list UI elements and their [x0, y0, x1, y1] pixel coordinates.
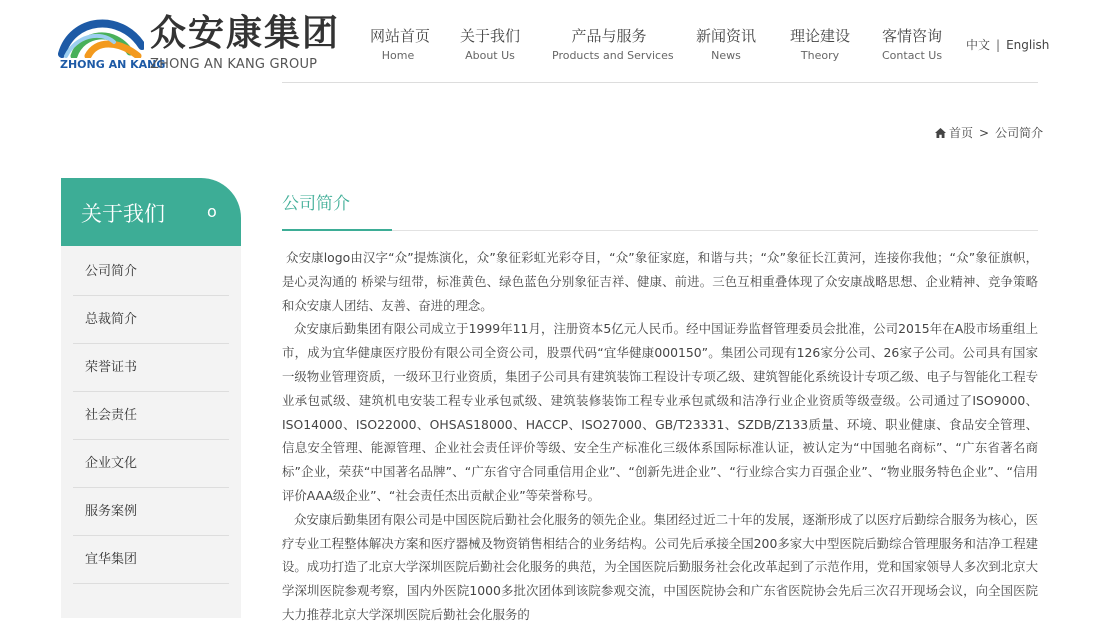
nav-item-about[interactable]: [460, 26, 520, 64]
sidebar-item-culture[interactable]: 企业文化: [73, 440, 229, 488]
nav-label-cn: 关于我们: [460, 27, 521, 45]
nav-label-en: About Us: [465, 49, 515, 62]
nav-item-news[interactable]: [696, 26, 756, 64]
breadcrumb-home-link[interactable]: 首页: [949, 126, 974, 140]
header-divider: [282, 82, 1038, 83]
nav-item-products[interactable]: [552, 26, 674, 64]
article-paragraph: 众安康后勤集团有限公司是中国医院后勤社会化服务的领先企业。集团经过近二十年的发展，逐渐形成了以医疗后勤综合服务为核心，医疗专业工程整体解决方案和医疗器械及物资销售相结合的业务结构。公司先后承接全国200多家大中型医院后勤综合管理服务和洁净工程建设。成功打造了北京大学深圳医院后勤社会化服务的典范，为全国医院后勤服务社会化改革起到了示范作用，党和国家领导人多次到北京大学深圳医院参观考察，国内外医院1000多批次团体到该院参观交流，中国医院协会和广东省医院协会先后三次召开现场会议，向全国医院大力推荐北京大学深圳医院后勤社会化服务的: [282, 511, 1038, 622]
nav-item-theory[interactable]: [790, 26, 850, 64]
nav-label-en: Theory: [800, 49, 840, 62]
home-icon: [935, 128, 946, 138]
site-header: [0, 0, 1100, 84]
sidebar-menu: [73, 248, 229, 584]
lang-separator: |: [996, 38, 1001, 52]
nav-label-cn: 新闻资讯: [696, 27, 757, 45]
rainbow-logo-icon: [58, 12, 144, 58]
lang-english-link[interactable]: English: [1006, 38, 1050, 52]
nav-label-en: News: [711, 49, 741, 62]
nav-label-cn: 产品与服务: [571, 27, 647, 45]
sidebar-item-president-profile[interactable]: 总裁简介: [73, 296, 229, 344]
nav-item-contact[interactable]: [882, 26, 942, 64]
nav-label-cn: 网站首页: [370, 27, 431, 45]
article-body: [282, 246, 1038, 627]
sidebar-item-social-responsibility[interactable]: 社会责任: [73, 392, 229, 440]
logo-english-text: ZHONG AN KANG GROUP: [150, 57, 318, 72]
sidebar-header: [61, 178, 241, 246]
sidebar-title: 关于我们: [81, 202, 165, 226]
lang-chinese-link[interactable]: 中文: [966, 38, 991, 52]
nav-label-cn: 理论建设: [790, 27, 851, 45]
title-divider: [282, 230, 1038, 231]
sidebar-item-service-cases[interactable]: 服务案例: [73, 488, 229, 536]
breadcrumb-separator: >: [979, 126, 990, 140]
nav-label-en: Home: [381, 49, 415, 62]
logo-small-text: ZHONG AN KANG: [60, 58, 166, 71]
page-title: 公司简介: [282, 194, 350, 214]
breadcrumb: [935, 124, 1043, 141]
nav-label-en: Contact Us: [882, 49, 943, 62]
sidebar: [61, 178, 241, 618]
sidebar-item-company-profile[interactable]: 公司简介: [73, 248, 229, 296]
sidebar-item-honors[interactable]: 荣誉证书: [73, 344, 229, 392]
nav-label-en: Products and Services: [552, 49, 674, 62]
nav-label-cn: 客情咨询: [882, 27, 943, 45]
nav-item-home[interactable]: [370, 26, 431, 64]
brand-logo[interactable]: [58, 12, 341, 76]
breadcrumb-current[interactable]: 公司简介: [995, 126, 1044, 140]
language-switcher: [966, 36, 1049, 53]
sidebar-item-yihua-group[interactable]: 宜华集团: [73, 536, 229, 584]
sidebar-header-marker: o: [207, 202, 217, 221]
article-paragraph: 众安康后勤集团有限公司成立于1999年11月，注册资本5亿元人民币。经中国证券监督管理委员会批准，公司2015年在A股市场重组上市，成为宜华健康医疗股份有限公司全资公司，股票代码“宜华健康000150”。集团公司现有126家分公司、26家子公司。公司具有国家一级物业管理资质，一级环卫行业资质，集团子公司具有建筑装饰工程设计专项乙级、建筑智能化系统设计专项乙级、电子与智能化工程专业承包贰级、建筑机电安装工程专业承包贰级、建筑装修装饰工程专业承包贰级和洁净行业企业资质等级壹级。公司通过了ISO9000、ISO14000、ISO22000、OHSAS18000、HACCP、ISO27000、GB/T23331、SZDB/Z133质量、环境、职业健康、食品安全管理、信息安全管理、能源管理、企业社会责任评价等级、安全生产标准化三级体系国际标准认证，被认定为“中国驰名商标”、“广东省著名商标”企业，荣获“中国著名品牌”、“广东省守合同重信用企业”、“创新先进企业”、“行业综合实力百强企业”、“物业服务特色企业”、“信用评价AAA级企业”、“社会责任杰出贡献企业”等荣誉称号。: [282, 321, 1038, 503]
article-paragraph: 众安康logo由汉字“众”提炼演化，众”象征彩虹光彩夺目，“众”象征家庭，和谐与共；“众”象征长江黄河，连接你我他；“众”象征旗帜，是心灵沟通的 桥梁与纽带，标准黄色、绿色蓝色分别象征吉祥、健康、前进。三色互相重叠体现了众安康战略思想、企业精神、竞争策略和众安康人团结、友善、奋进的理念。: [282, 250, 1038, 313]
logo-chinese-text: 众安康集团: [150, 13, 341, 54]
title-underline: [282, 229, 392, 231]
